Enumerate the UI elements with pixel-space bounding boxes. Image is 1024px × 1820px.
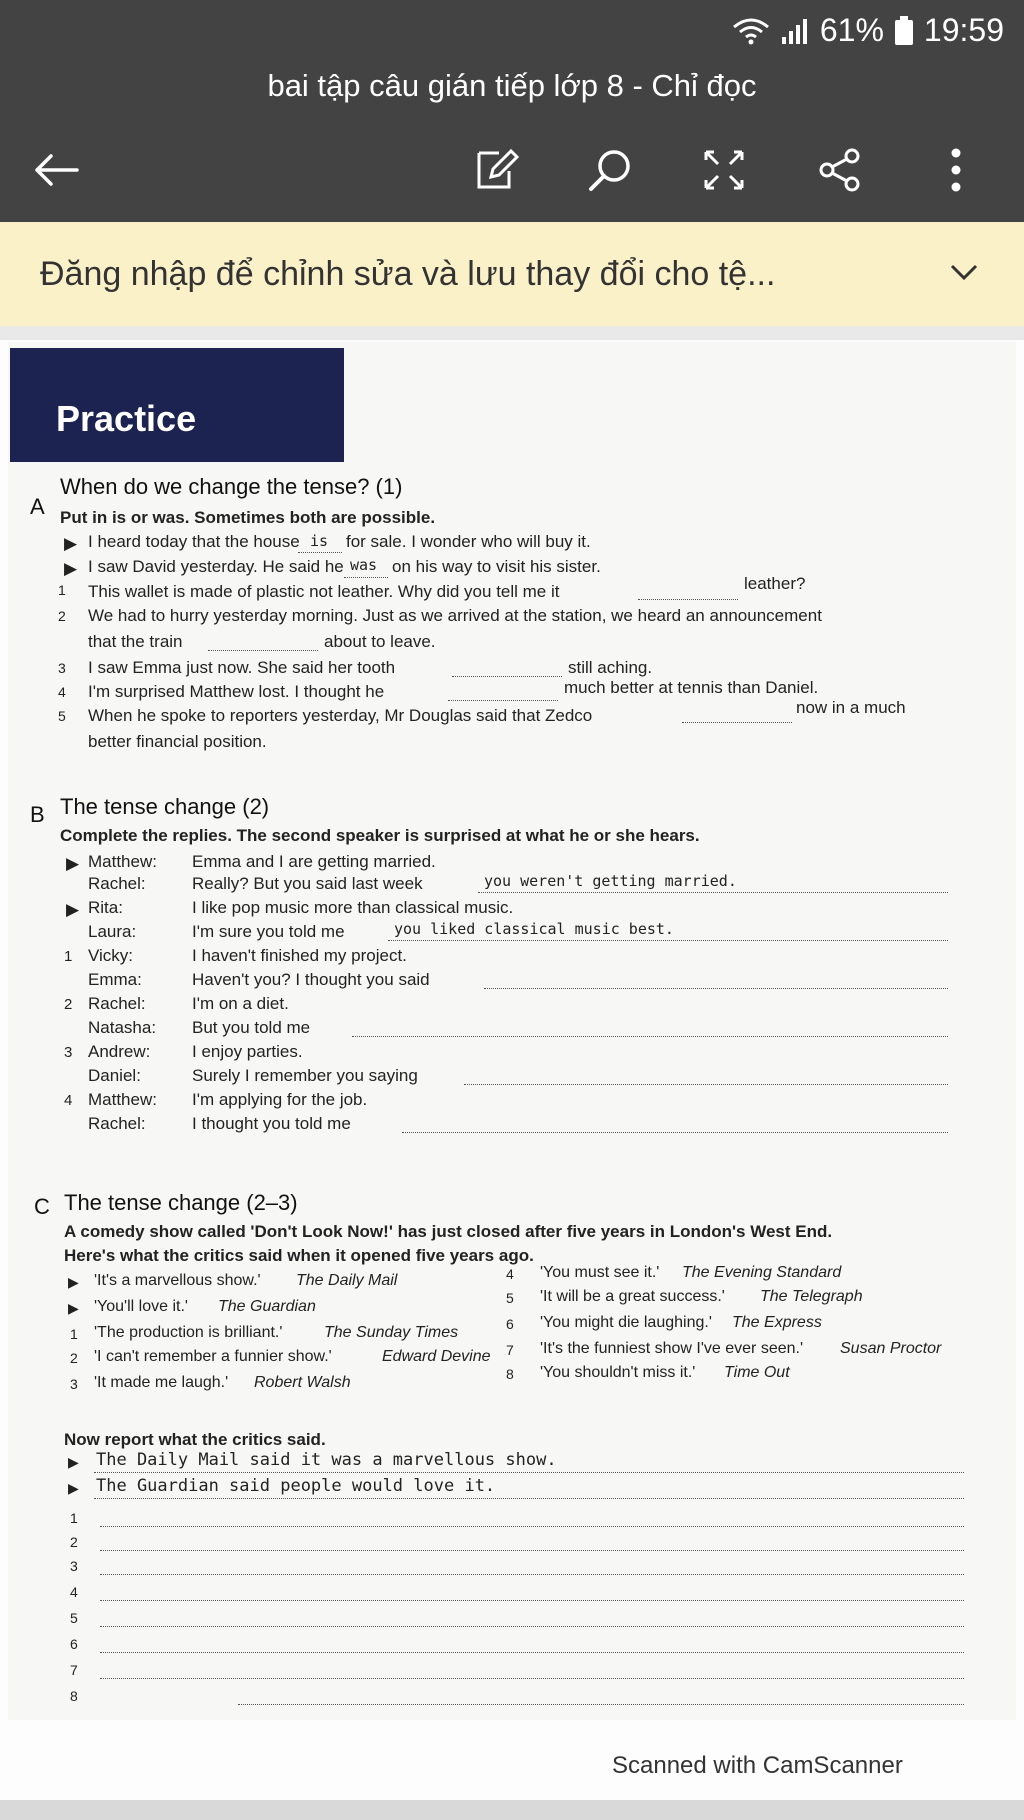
section-b-letter: B — [30, 802, 45, 827]
report-instruction: Now report what the critics said. — [64, 1430, 326, 1449]
line-2: I thought you told me — [192, 1114, 351, 1133]
signal-icon — [780, 17, 810, 45]
speaker-1: Matthew: — [88, 1090, 157, 1109]
question-number: 6 — [506, 1316, 514, 1332]
edit-icon[interactable] — [468, 142, 524, 198]
line-1: Emma and I are getting married. — [192, 852, 436, 871]
quote-text: 'It will be a great success.' — [540, 1288, 725, 1305]
answer-line — [638, 599, 738, 600]
question-5-end: now in a much — [796, 698, 906, 717]
battery-percent: 61% — [819, 12, 884, 48]
question-2-end: about to leave. — [324, 632, 436, 651]
line-1: I haven't finished my project. — [192, 946, 407, 965]
question-number: 2 — [70, 1350, 78, 1366]
chevron-down-icon[interactable] — [944, 252, 984, 292]
line-number: 7 — [70, 1662, 78, 1678]
quote-text: 'You must see it.' — [540, 1264, 660, 1281]
battery-icon — [894, 16, 914, 46]
banner-text: Đăng nhập để chỉnh sửa và lưu thay đổi cho tệ... — [40, 254, 776, 293]
line-1: I'm on a diet. — [192, 994, 289, 1013]
search-icon[interactable] — [582, 142, 638, 198]
app-toolbar — [0, 62, 1024, 222]
quote-source: The Evening Standard — [682, 1264, 842, 1281]
speaker-2: Laura: — [88, 922, 137, 941]
speaker-2: Daniel: — [88, 1066, 141, 1085]
answer-line — [464, 1084, 948, 1085]
question-number: 7 — [506, 1342, 514, 1358]
example-1-answer: is — [310, 532, 329, 550]
answer-line — [402, 1132, 948, 1133]
question-number: 3 — [64, 1044, 73, 1061]
answer-line — [208, 650, 318, 651]
document-page — [0, 340, 1024, 1800]
bottom-edge — [0, 1800, 1024, 1820]
answer-text: The Daily Mail said it was a marvellous show. — [96, 1450, 557, 1470]
question-2-text: We had to hurry yesterday morning. Just as we arrived at the station, we heard an announcement — [88, 606, 822, 625]
answer-line — [100, 1600, 964, 1601]
line-2: Surely I remember you saying — [192, 1066, 418, 1085]
speaker-2: Rachel: — [88, 874, 146, 893]
question-5-line-b: better financial position. — [88, 732, 267, 751]
quote-source: The Guardian — [218, 1298, 316, 1315]
quote-text: 'You might die laughing.' — [540, 1314, 712, 1331]
question-number: 5 — [506, 1290, 514, 1306]
answer-line — [94, 1472, 964, 1473]
quote-text: 'You'll love it.' — [94, 1298, 188, 1315]
arrow-bullet-icon: ▶ — [64, 559, 78, 578]
question-number: 5 — [58, 708, 66, 724]
question-number: 8 — [506, 1366, 514, 1382]
example-2-end: on his way to visit his sister. — [392, 557, 601, 576]
fullscreen-icon[interactable] — [696, 142, 752, 198]
speaker-1: Rachel: — [88, 994, 146, 1013]
answer-line — [100, 1574, 964, 1575]
answer-line — [298, 552, 342, 553]
answer-line — [100, 1678, 964, 1679]
line-2: I'm sure you told me — [192, 922, 345, 941]
question-number: 2 — [64, 996, 73, 1013]
quote-source: The Telegraph — [760, 1288, 863, 1305]
line-number: 3 — [70, 1558, 78, 1574]
practice-title: Practice — [56, 398, 197, 439]
scanner-footer: Scanned with CamScanner — [612, 1752, 903, 1779]
section-a-title: When do we change the tense? (1) — [60, 474, 403, 499]
section-a-letter: A — [30, 494, 45, 519]
question-1-end: leather? — [744, 574, 806, 593]
answer-line — [100, 1652, 964, 1653]
quote-source: The Daily Mail — [296, 1272, 398, 1289]
question-number: 4 — [506, 1266, 514, 1282]
question-3-text: I saw Emma just now. She said her tooth — [88, 658, 396, 677]
status-bar — [0, 0, 1024, 62]
answer-line — [352, 1036, 948, 1037]
answer-line — [100, 1550, 964, 1551]
share-icon[interactable] — [812, 142, 868, 198]
section-c-intro-2: Here's what the critics said when it opened five years ago. — [64, 1246, 534, 1265]
answer-line — [100, 1526, 964, 1527]
speaker-2: Emma: — [88, 970, 142, 989]
quote-source: The Sunday Times — [324, 1324, 459, 1341]
speaker-1: Vicky: — [88, 946, 134, 965]
wifi-icon — [732, 17, 770, 45]
question-1-text: This wallet is made of plastic not leather. Why did you tell me it — [88, 582, 560, 601]
line-number: 4 — [70, 1584, 78, 1600]
section-b-title: The tense change (2) — [60, 794, 270, 819]
quote-text: 'You shouldn't miss it.' — [540, 1364, 696, 1381]
arrow-bullet-icon: ▶ — [66, 900, 80, 919]
line-2: Really? But you said last week — [192, 874, 423, 893]
more-icon[interactable] — [928, 142, 984, 198]
answer-line — [484, 988, 948, 989]
line-number: 1 — [70, 1510, 78, 1526]
answer-line — [452, 676, 562, 677]
answer-line — [238, 1704, 964, 1705]
question-number: 4 — [64, 1092, 73, 1109]
question-2-line-b: that the train — [88, 632, 183, 651]
section-c-letter: C — [34, 1194, 50, 1219]
answer-line — [682, 722, 792, 723]
back-arrow-icon[interactable] — [28, 142, 84, 198]
question-number: 1 — [70, 1326, 78, 1342]
answer-text: you liked classical music best. — [394, 920, 674, 938]
answer-line — [478, 892, 948, 893]
question-3-end: still aching. — [568, 658, 653, 677]
example-1-end: for sale. I wonder who will buy it. — [346, 532, 591, 551]
question-5-text: When he spoke to reporters yesterday, Mr Douglas said that Zedco — [88, 706, 593, 725]
answer-line — [388, 940, 948, 941]
document-title: bai tập câu gián tiếp lớp 8 - Chỉ đọc — [267, 68, 757, 103]
example-2-answer: was — [350, 556, 378, 574]
scanned-page — [8, 342, 1016, 1720]
example-2-text: I saw David yesterday. He said he — [88, 557, 344, 576]
quote-source: Edward Devine — [382, 1348, 491, 1365]
quote-source: Robert Walsh — [254, 1374, 351, 1391]
question-number: 3 — [70, 1376, 78, 1392]
question-number: 2 — [58, 608, 66, 624]
question-4-text: I'm surprised Matthew lost. I thought he — [88, 682, 385, 701]
quote-text: 'It's the funniest show I've ever seen.' — [540, 1340, 804, 1357]
arrow-bullet-icon: ▶ — [64, 534, 78, 553]
speaker-1: Andrew: — [88, 1042, 151, 1061]
example-1-text: I heard today that the house — [88, 532, 300, 551]
line-1: I like pop music more than classical music. — [192, 898, 514, 917]
line-number: 5 — [70, 1610, 78, 1626]
line-2: But you told me — [192, 1018, 311, 1037]
arrow-bullet-icon: ▶ — [68, 1480, 79, 1496]
speaker-2: Rachel: — [88, 1114, 146, 1133]
answer-text: you weren't getting married. — [484, 872, 737, 890]
section-c-title: The tense change (2–3) — [64, 1190, 298, 1215]
answer-line — [94, 1498, 964, 1499]
line-1: I enjoy parties. — [192, 1042, 303, 1061]
speaker-1: Matthew: — [88, 852, 157, 871]
question-number: 1 — [64, 948, 73, 965]
line-number: 2 — [70, 1534, 78, 1550]
quote-text: 'It's a marvellous show.' — [94, 1272, 261, 1289]
quote-source: Time Out — [724, 1364, 790, 1381]
answer-text: The Guardian said people would love it. — [96, 1476, 496, 1496]
question-4-end: much better at tennis than Daniel. — [564, 678, 819, 697]
arrow-bullet-icon: ▶ — [68, 1274, 79, 1290]
speaker-2: Natasha: — [88, 1018, 157, 1037]
question-number: 4 — [58, 684, 66, 700]
clock: 19:59 — [923, 12, 1004, 48]
quote-text: 'It made me laugh.' — [94, 1374, 229, 1391]
arrow-bullet-icon: ▶ — [68, 1300, 79, 1316]
question-number: 3 — [58, 660, 66, 676]
question-number: 1 — [58, 582, 66, 598]
quote-source: The Express — [732, 1314, 822, 1331]
answer-line — [344, 577, 388, 578]
line-2: Haven't you? I thought you said — [192, 970, 430, 989]
section-c-intro-1: A comedy show called 'Don't Look Now!' has just closed after five years in London's West End. — [64, 1222, 833, 1241]
section-a-instruction: Put in is or was. Sometimes both are possible. — [60, 508, 436, 527]
quote-source: Susan Proctor — [840, 1340, 942, 1357]
answer-line — [100, 1626, 964, 1627]
line-number: 8 — [70, 1688, 78, 1704]
quote-text: 'The production is brilliant.' — [94, 1324, 283, 1341]
answer-line — [448, 700, 558, 701]
section-b-instruction: Complete the replies. The second speaker is surprised at what he or she hears. — [60, 826, 700, 845]
line-1: I'm applying for the job. — [192, 1090, 368, 1109]
sign-in-banner[interactable] — [0, 222, 1024, 326]
arrow-bullet-icon: ▶ — [68, 1454, 79, 1470]
line-number: 6 — [70, 1636, 78, 1652]
arrow-bullet-icon: ▶ — [66, 854, 80, 873]
speaker-1: Rita: — [88, 898, 123, 917]
quote-text: 'I can't remember a funnier show.' — [94, 1348, 332, 1365]
